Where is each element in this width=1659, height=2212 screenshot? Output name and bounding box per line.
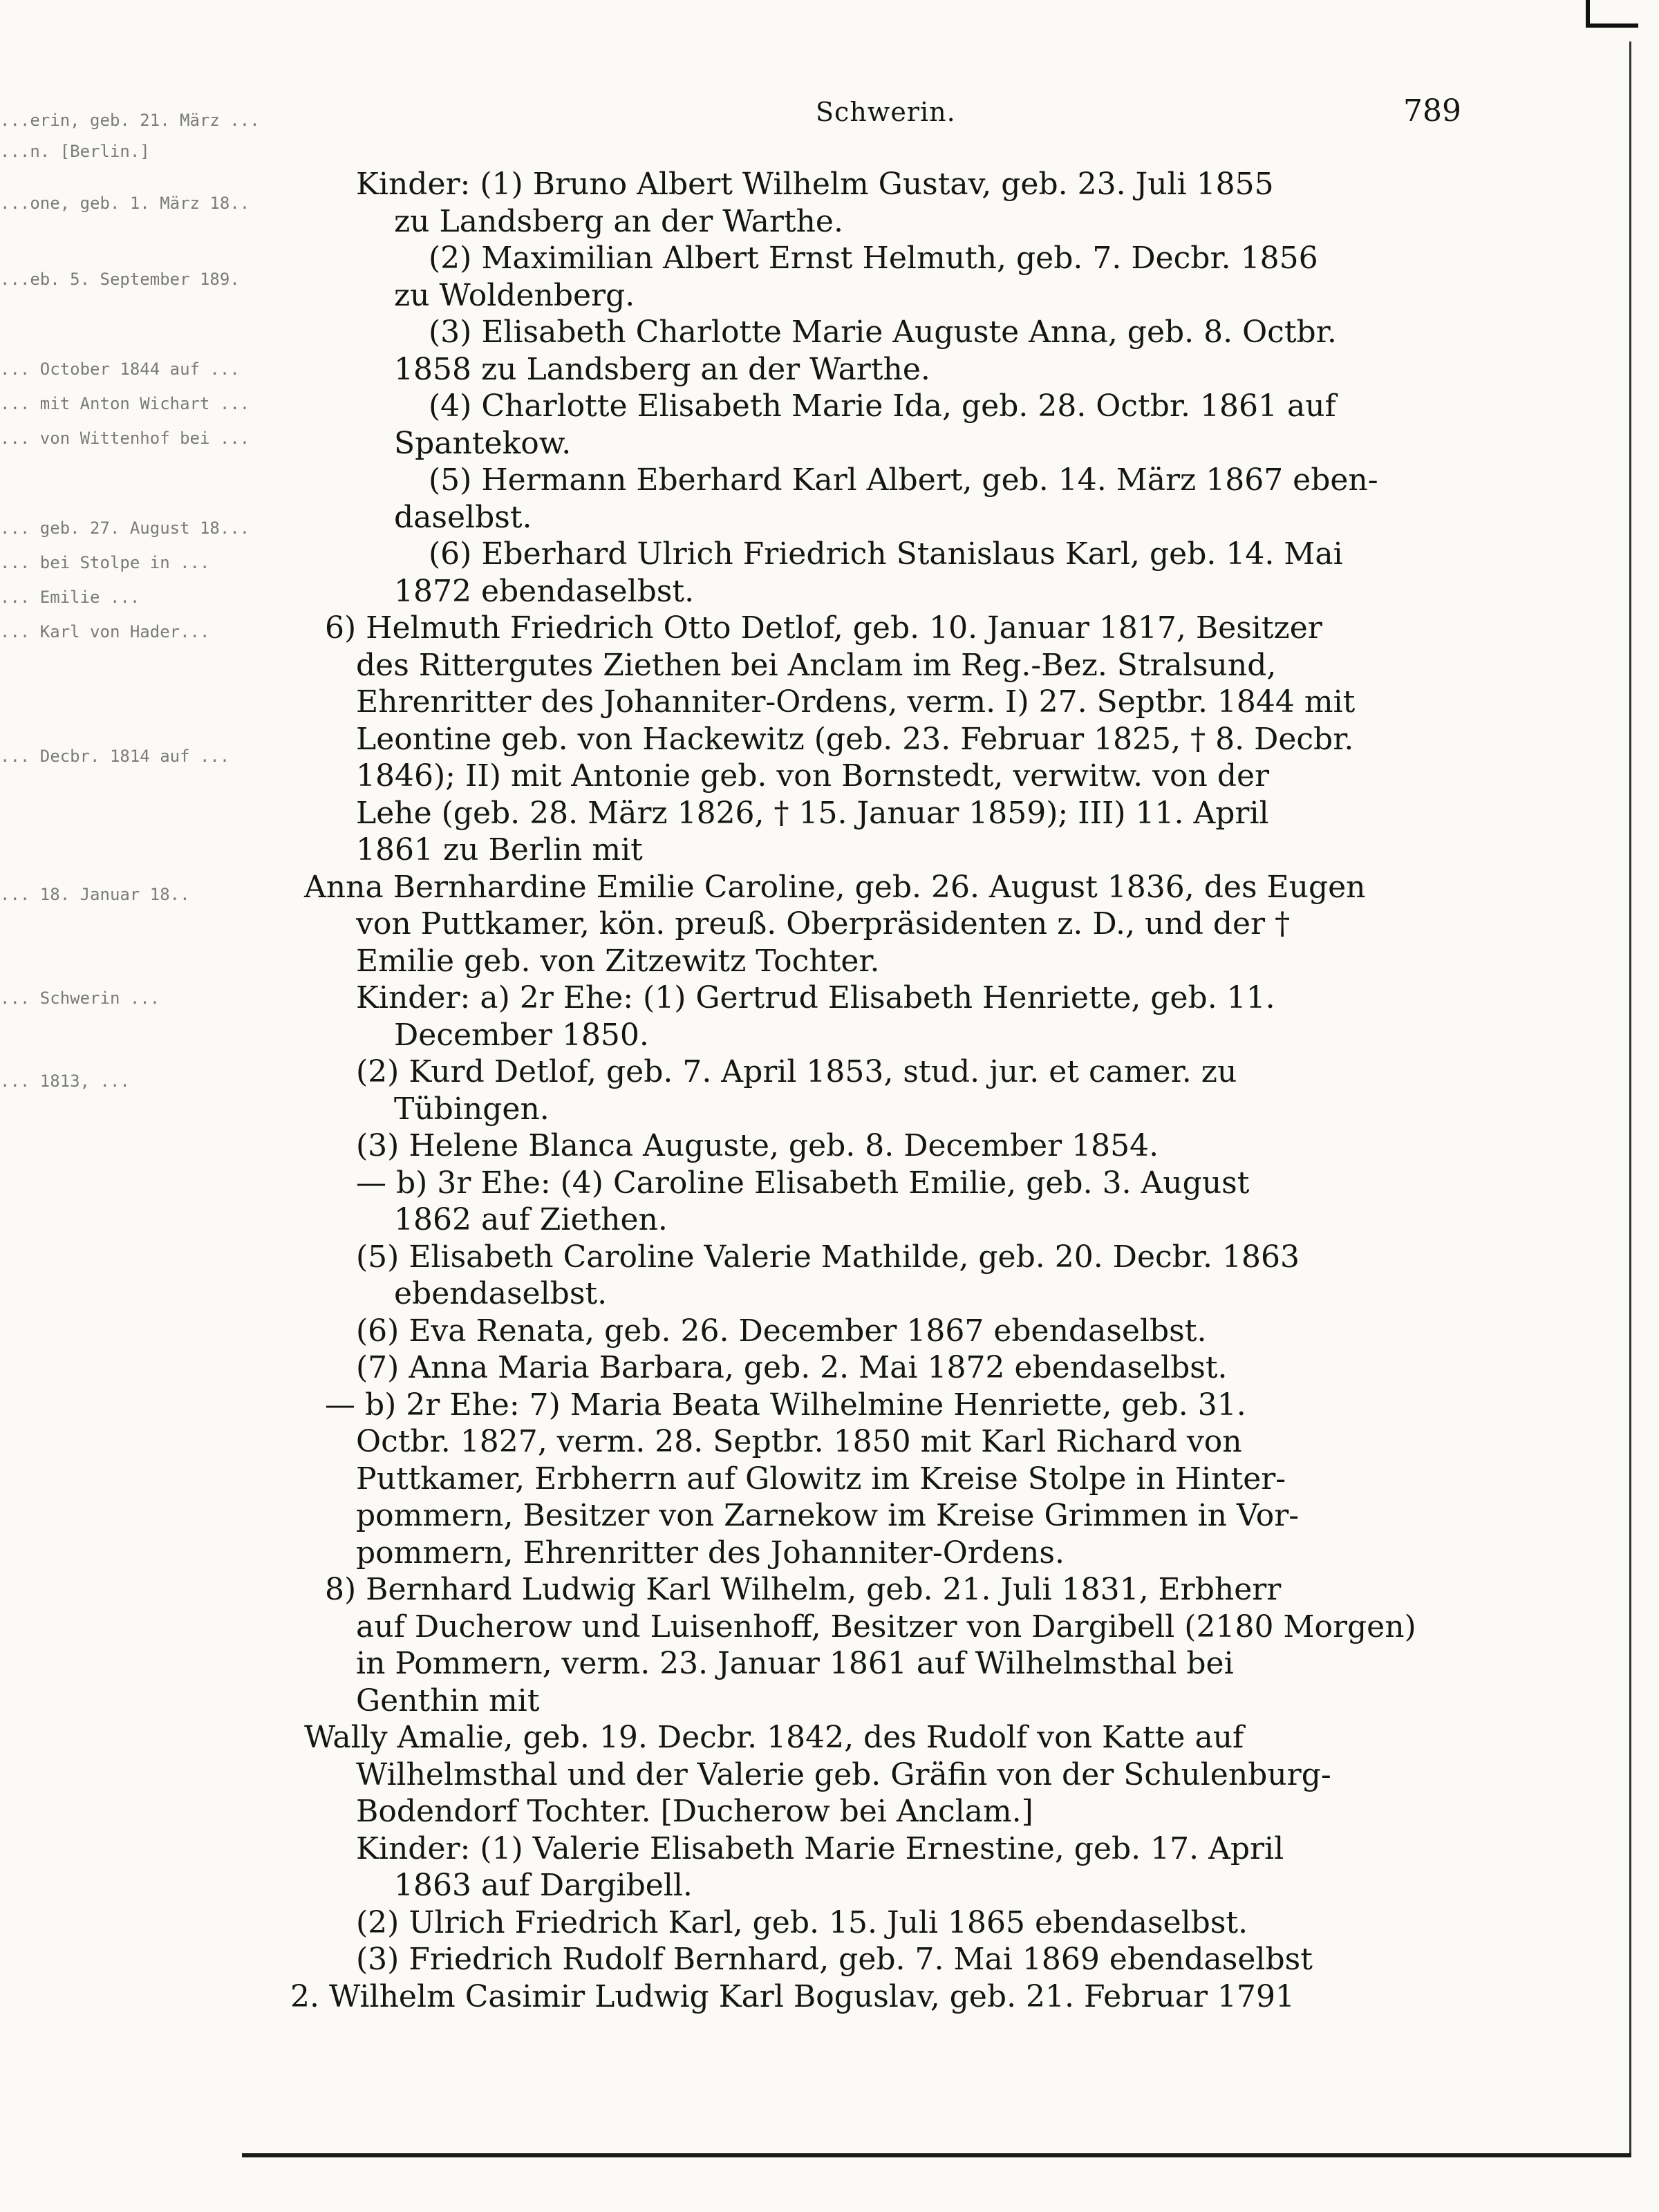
text-line: zu Woldenberg. — [394, 277, 635, 313]
text-line: Kinder: a) 2r Ehe: (1) Gertrud Elisabeth Henriette, geb. 11. — [356, 980, 1275, 1015]
text-line: (6) Eberhard Ulrich Friedrich Stanislaus Karl, geb. 14. Mai — [429, 536, 1343, 572]
page-number: 789 — [1403, 93, 1461, 129]
text-line: (5) Hermann Eberhard Karl Albert, geb. 14. März 1867 eben- — [429, 462, 1378, 498]
text-line: Leontine geb. von Hackewitz (geb. 23. Februar 1825, † 8. Decbr. — [356, 721, 1354, 757]
text-line: 6) Helmuth Friedrich Otto Detlof, geb. 10. Januar 1817, Besitzer — [325, 610, 1322, 646]
text-line: — b) 3r Ehe: (4) Caroline Elisabeth Emilie, geb. 3. August — [356, 1165, 1250, 1201]
text-line: Puttkamer, Erbherrn auf Glowitz im Kreise Stolpe in Hinter- — [356, 1461, 1286, 1497]
text-line: Ehrenritter des Johanniter-Ordens, verm. I) 27. Septbr. 1844 mit — [356, 684, 1356, 720]
text-line: 1862 auf Ziethen. — [394, 1202, 668, 1237]
text-line: Lehe (geb. 28. März 1826, † 15. Januar 1859); III) 11. April — [356, 795, 1269, 831]
running-head: Schwerin. — [816, 97, 956, 127]
text-line: December 1850. — [394, 1017, 649, 1053]
bleed-line: ... Decbr. 1814 auf ... — [0, 747, 230, 766]
text-line: 1858 zu Landsberg an der Warthe. — [394, 351, 930, 387]
text-line: Emilie geb. von Zitzewitz Tochter. — [356, 943, 880, 979]
bottom-rule — [242, 2153, 1631, 2157]
bleed-line: ... 18. Januar 18.. — [0, 885, 190, 904]
text-line: (2) Kurd Detlof, geb. 7. April 1853, stud. jur. et camer. zu — [356, 1054, 1237, 1089]
margin-bleed — [0, 90, 260, 1092]
bleed-line: ...n. [Berlin.] — [0, 142, 150, 161]
text-line: auf Ducherow und Luisenhoff, Besitzer von Dargibell (2180 Morgen) — [356, 1609, 1416, 1644]
bleed-line: ... Schwerin ... — [0, 988, 160, 1008]
text-line: 1863 auf Dargibell. — [394, 1868, 693, 1903]
text-line: in Pommern, verm. 23. Januar 1861 auf Wilhelmsthal bei — [356, 1646, 1234, 1681]
text-line: (3) Friedrich Rudolf Bernhard, geb. 7. Mai 1869 ebendaselbst — [356, 1942, 1313, 1977]
text-line: pommern, Besitzer von Zarnekow im Kreise Grimmen in Vor- — [356, 1498, 1300, 1533]
text-line: (3) Elisabeth Charlotte Marie Auguste Anna, geb. 8. Octbr. — [429, 315, 1337, 350]
text-line: (7) Anna Maria Barbara, geb. 2. Mai 1872 ebendaselbst. — [356, 1350, 1228, 1385]
bleed-line: ...erin, geb. 21. März ... — [0, 111, 260, 130]
bleed-line: ...eb. 5. September 189. — [0, 270, 240, 289]
text-line: (5) Elisabeth Caroline Valerie Mathilde, geb. 20. Decbr. 1863 — [356, 1239, 1300, 1275]
bleed-line: ... Karl von Hader... — [0, 622, 210, 641]
bleed-line: ... bei Stolpe in ... — [0, 553, 210, 572]
bleed-line: ... October 1844 auf ... — [0, 359, 240, 379]
bleed-line: ... geb. 27. August 18... — [0, 518, 250, 538]
text-line: zu Landsberg an der Warthe. — [394, 203, 843, 239]
text-line: Octbr. 1827, verm. 28. Septbr. 1850 mit Karl Richard von — [356, 1424, 1242, 1459]
text-line: (6) Eva Renata, geb. 26. December 1867 ebendaselbst. — [356, 1313, 1207, 1349]
text-line: Anna Bernhardine Emilie Caroline, geb. 26. August 1836, des Eugen — [304, 869, 1366, 905]
text-line: 1861 zu Berlin mit — [356, 832, 643, 868]
text-line: des Rittergutes Ziethen bei Anclam im Reg.-Bez. Stralsund, — [356, 647, 1277, 683]
bleed-line: ... Emilie ... — [0, 588, 140, 607]
text-line: Kinder: (1) Valerie Elisabeth Marie Ernestine, geb. 17. April — [356, 1830, 1284, 1866]
text-line: (4) Charlotte Elisabeth Marie Ida, geb. 28. Octbr. 1861 auf — [429, 388, 1336, 424]
page-right-edge — [1629, 41, 1631, 2157]
text-line: 1872 ebendaselbst. — [394, 573, 695, 609]
bleed-line: ...one, geb. 1. März 18.. — [0, 194, 250, 213]
text-line: 2. Wilhelm Casimir Ludwig Karl Boguslav, geb. 21. Februar 1791 — [290, 1978, 1295, 2014]
text-line: Kinder: (1) Bruno Albert Wilhelm Gustav, geb. 23. Juli 1855 — [356, 167, 1274, 202]
text-line: Spantekow. — [394, 425, 572, 461]
bleed-line: ... 1813, ... — [0, 1071, 130, 1091]
text-line: Wilhelmsthal und der Valerie geb. Gräfin von der Schulenburg- — [356, 1756, 1331, 1792]
text-line: (2) Ulrich Friedrich Karl, geb. 15. Juli 1865 ebendaselbst. — [356, 1904, 1248, 1940]
text-line: Bodendorf Tochter. [Ducherow bei Anclam.] — [356, 1794, 1033, 1829]
text-line: (2) Maximilian Albert Ernst Helmuth, geb. 7. Decbr. 1856 — [429, 241, 1318, 276]
text-line: ebendaselbst. — [394, 1276, 608, 1311]
text-line: von Puttkamer, kön. preuß. Oberpräsidenten z. D., und der † — [356, 906, 1291, 941]
text-line: 1846); II) mit Antonie geb. von Bornstedt, verwitw. von der — [356, 758, 1270, 794]
text-line: pommern, Ehrenritter des Johanniter-Ordens. — [356, 1535, 1065, 1571]
bleed-line: ... mit Anton Wichart ... — [0, 394, 250, 413]
text-line: Wally Amalie, geb. 19. Decbr. 1842, des Rudolf von Katte auf — [304, 1720, 1244, 1755]
bleed-line: ... von Wittenhof bei ... — [0, 429, 250, 448]
page-corner-mark — [1586, 0, 1638, 28]
text-line: daselbst. — [394, 499, 532, 535]
text-line: Genthin mit — [356, 1683, 540, 1718]
text-line: Tübingen. — [394, 1091, 550, 1127]
text-line: 8) Bernhard Ludwig Karl Wilhelm, geb. 21. Juli 1831, Erbherr — [325, 1572, 1282, 1607]
text-line: — b) 2r Ehe: 7) Maria Beata Wilhelmine Henriette, geb. 31. — [325, 1387, 1246, 1423]
page-body — [290, 166, 1493, 2015]
text-line: (3) Helene Blanca Auguste, geb. 8. December 1854. — [356, 1128, 1159, 1163]
